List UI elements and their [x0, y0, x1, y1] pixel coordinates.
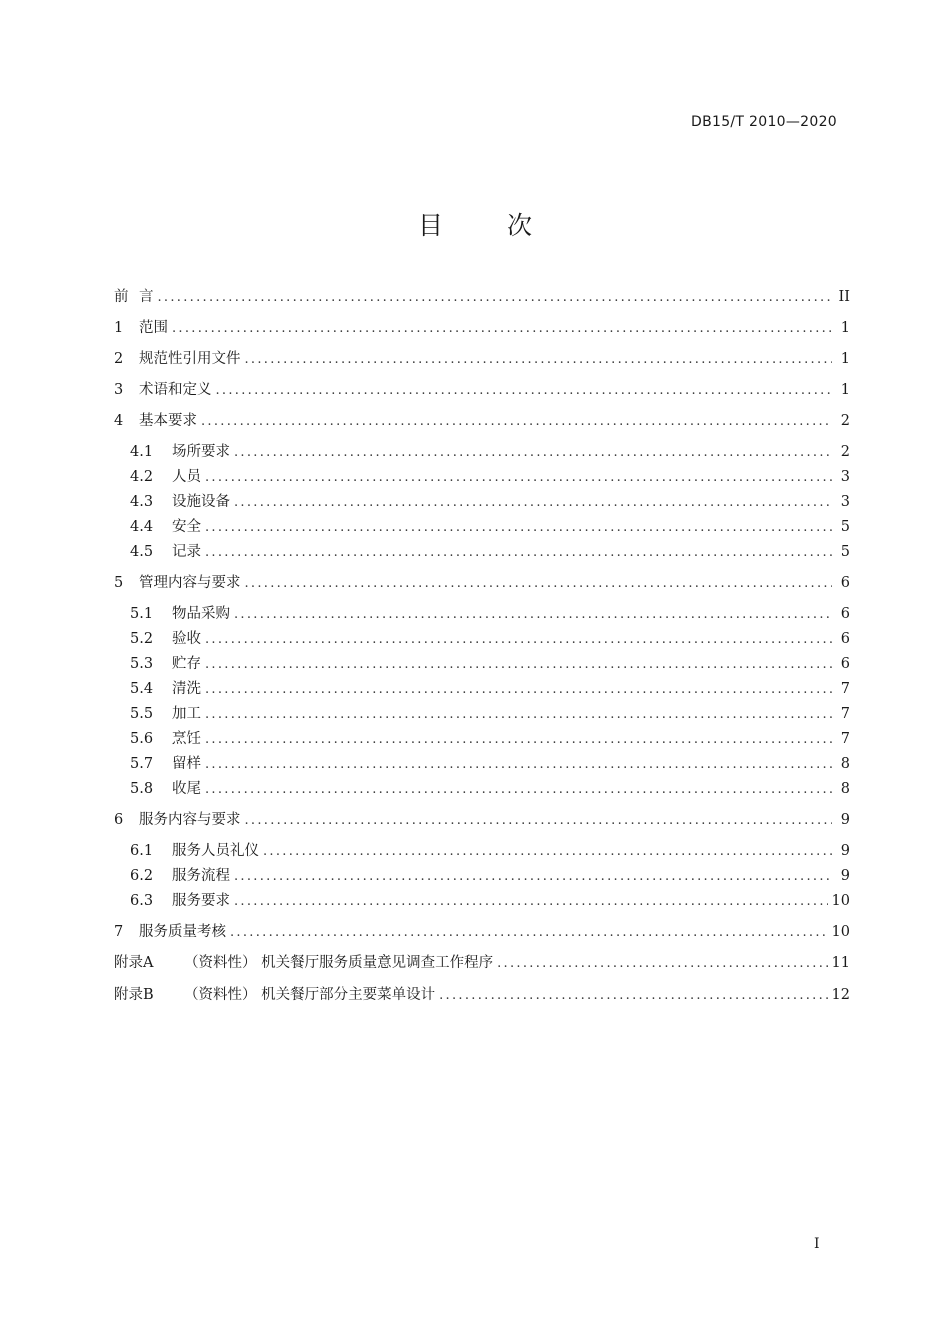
toc-entry-page: 3	[840, 494, 850, 510]
toc-entry[interactable]	[114, 517, 850, 538]
toc-entry-number: 5.4	[130, 681, 154, 697]
toc-leader-dots	[234, 493, 832, 513]
toc-leader-dots	[205, 543, 832, 563]
toc-leader-dots	[205, 730, 832, 750]
toc-entry[interactable]	[114, 841, 850, 862]
toc-entry-label: 清洗	[172, 681, 201, 697]
toc-leader-dots	[205, 705, 832, 725]
toc-entry-number: 5.5	[130, 706, 154, 722]
toc-entry[interactable]	[114, 922, 850, 943]
toc-leader-dots	[205, 518, 832, 538]
toc-entry-page: 8	[840, 756, 850, 772]
toc-entry-page: 9	[840, 868, 850, 884]
toc-entry-page: 5	[840, 519, 850, 535]
toc-entry-page: 1	[840, 351, 850, 367]
toc-entry-page: 7	[840, 731, 850, 747]
toc-leader-dots	[205, 468, 832, 488]
toc-entry-page: 6	[840, 575, 850, 591]
toc-leader-dots	[205, 780, 832, 800]
toc-entry-number: 5.8	[130, 781, 154, 797]
toc-entry-page: 5	[840, 544, 850, 560]
toc-entry-page: 2	[840, 444, 850, 460]
toc-entry-number: 4.4	[130, 519, 154, 535]
toc-entry-number: 4	[114, 413, 124, 429]
toc-entry[interactable]	[114, 985, 850, 1006]
toc-entry-page: 9	[840, 843, 850, 859]
toc-entry-page: 6	[840, 631, 850, 647]
toc-entry[interactable]	[114, 779, 850, 800]
toc-entry-page: 6	[840, 606, 850, 622]
toc-entry[interactable]	[114, 629, 850, 650]
toc-entry-label: 服务要求	[172, 893, 230, 909]
toc-entry-number: 4.1	[130, 444, 154, 460]
toc-leader-dots	[158, 288, 833, 308]
toc-entry-label: 物品采购	[172, 606, 230, 622]
toc-entry[interactable]	[114, 953, 850, 974]
toc-entry-page: 1	[840, 320, 850, 336]
toc-entry[interactable]	[114, 573, 850, 594]
toc-entry-number: 5.2	[130, 631, 154, 647]
toc-leader-dots	[234, 892, 828, 912]
toc-entry-page: 10	[831, 924, 850, 940]
toc-entry-page: 1	[840, 382, 850, 398]
toc-entry-page: 6	[840, 656, 850, 672]
toc-entry-label: （资料性） 机关餐厅服务质量意见调查工作程序	[184, 955, 494, 971]
toc-entry-number: 前	[114, 289, 129, 305]
toc-entry-number: 5.6	[130, 731, 154, 747]
toc-entry[interactable]	[114, 810, 850, 831]
toc-leader-dots	[245, 811, 833, 831]
toc-entry-label: 记录	[172, 544, 201, 560]
toc-entry-label: 加工	[172, 706, 201, 722]
toc-entry-number: 6.3	[130, 893, 154, 909]
toc-entry-label: 规范性引用文件	[139, 351, 241, 367]
toc-leader-dots	[245, 574, 833, 594]
toc-leader-dots	[201, 412, 832, 432]
toc-leader-dots	[245, 350, 833, 370]
toc-entry-number: 6	[114, 812, 124, 828]
toc-entry-number: 4.5	[130, 544, 154, 560]
toc-entry-number: 5	[114, 575, 124, 591]
toc-entry-label: 安全	[172, 519, 201, 535]
toc-entry-number: 附录A	[114, 955, 154, 971]
toc-leader-dots	[234, 867, 832, 887]
toc-entry-page: 2	[840, 413, 850, 429]
toc-entry-label: 服务内容与要求	[139, 812, 241, 828]
toc-leader-dots	[234, 605, 832, 625]
toc-entry[interactable]	[114, 754, 850, 775]
toc-entry-page: 8	[840, 781, 850, 797]
toc-entry-number: 4.3	[130, 494, 154, 510]
toc-entry-number: 1	[114, 320, 124, 336]
toc-entry[interactable]	[114, 891, 850, 912]
toc-entry-number: 2	[114, 351, 124, 367]
toc-entry[interactable]	[114, 318, 850, 339]
toc-entry[interactable]	[114, 866, 850, 887]
toc-leader-dots	[439, 986, 827, 1006]
toc-leader-dots	[497, 954, 827, 974]
toc-entry-page: 12	[831, 987, 850, 1003]
toc-entry-label: 管理内容与要求	[139, 575, 241, 591]
toc-entry-page: 11	[831, 955, 850, 971]
toc-entry-label: 范围	[139, 320, 168, 336]
toc-entry-label: 服务流程	[172, 868, 230, 884]
toc-entry-number: 7	[114, 924, 124, 940]
toc-entry[interactable]	[114, 729, 850, 750]
toc-entry-label: 服务人员礼仪	[172, 843, 259, 859]
toc-entry-label: 基本要求	[139, 413, 197, 429]
toc-entry[interactable]	[114, 654, 850, 675]
toc-entry-label: 服务质量考核	[139, 924, 226, 940]
toc-entry[interactable]	[114, 442, 850, 463]
toc-entry-page: 7	[840, 681, 850, 697]
toc-entry-label: （资料性） 机关餐厅部分主要菜单设计	[184, 987, 436, 1003]
toc-entry[interactable]	[114, 349, 850, 370]
toc-title: 目 次	[418, 211, 560, 240]
toc-entry-label: 收尾	[172, 781, 201, 797]
toc-entry-page: 3	[840, 469, 850, 485]
toc-entry-label: 贮存	[172, 656, 201, 672]
toc-entry-number: 6.2	[130, 868, 154, 884]
toc-entry[interactable]	[114, 542, 850, 563]
toc-entry-number: 附录B	[114, 987, 154, 1003]
toc-leader-dots	[234, 443, 832, 463]
toc-entry[interactable]	[114, 380, 850, 401]
toc-entry-number: 5.1	[130, 606, 154, 622]
toc-entry-label: 场所要求	[172, 444, 230, 460]
toc-entry-number: 6.1	[130, 843, 154, 859]
toc-entry[interactable]	[114, 679, 850, 700]
toc-leader-dots	[263, 842, 832, 862]
toc-leader-dots	[216, 381, 833, 401]
toc-entry[interactable]	[114, 704, 850, 725]
toc-entry-page: 10	[831, 893, 850, 909]
toc-leader-dots	[172, 319, 832, 339]
toc-entry[interactable]	[114, 467, 850, 488]
toc-leader-dots	[230, 923, 828, 943]
toc-entry-label: 设施设备	[172, 494, 230, 510]
toc-leader-dots	[205, 755, 832, 775]
toc-entry-label: 术语和定义	[139, 382, 212, 398]
toc-entry-label: 烹饪	[172, 731, 201, 747]
toc-entry-label: 人员	[172, 469, 201, 485]
toc-entry-label: 验收	[172, 631, 201, 647]
toc-entry[interactable]	[114, 287, 850, 308]
toc-entry[interactable]	[114, 411, 850, 432]
toc-entry-number: 5.7	[130, 756, 154, 772]
toc-entry-page: 9	[840, 812, 850, 828]
toc-entry-page: II	[838, 289, 850, 305]
footer-page-number: I	[814, 1236, 820, 1252]
toc-leader-dots	[205, 655, 832, 675]
toc-entry-number: 4.2	[130, 469, 154, 485]
toc-entry-label: 留样	[172, 756, 201, 772]
toc-entry[interactable]	[114, 492, 850, 513]
toc-entry-page: 7	[840, 706, 850, 722]
doc-code: DB15/T 2010—2020	[691, 114, 837, 130]
toc-entry-number: 3	[114, 382, 124, 398]
toc-entry-label: 言	[139, 289, 154, 305]
toc-leader-dots	[205, 680, 832, 700]
toc-entry[interactable]	[114, 604, 850, 625]
toc-entry-number: 5.3	[130, 656, 154, 672]
toc-leader-dots	[205, 630, 832, 650]
